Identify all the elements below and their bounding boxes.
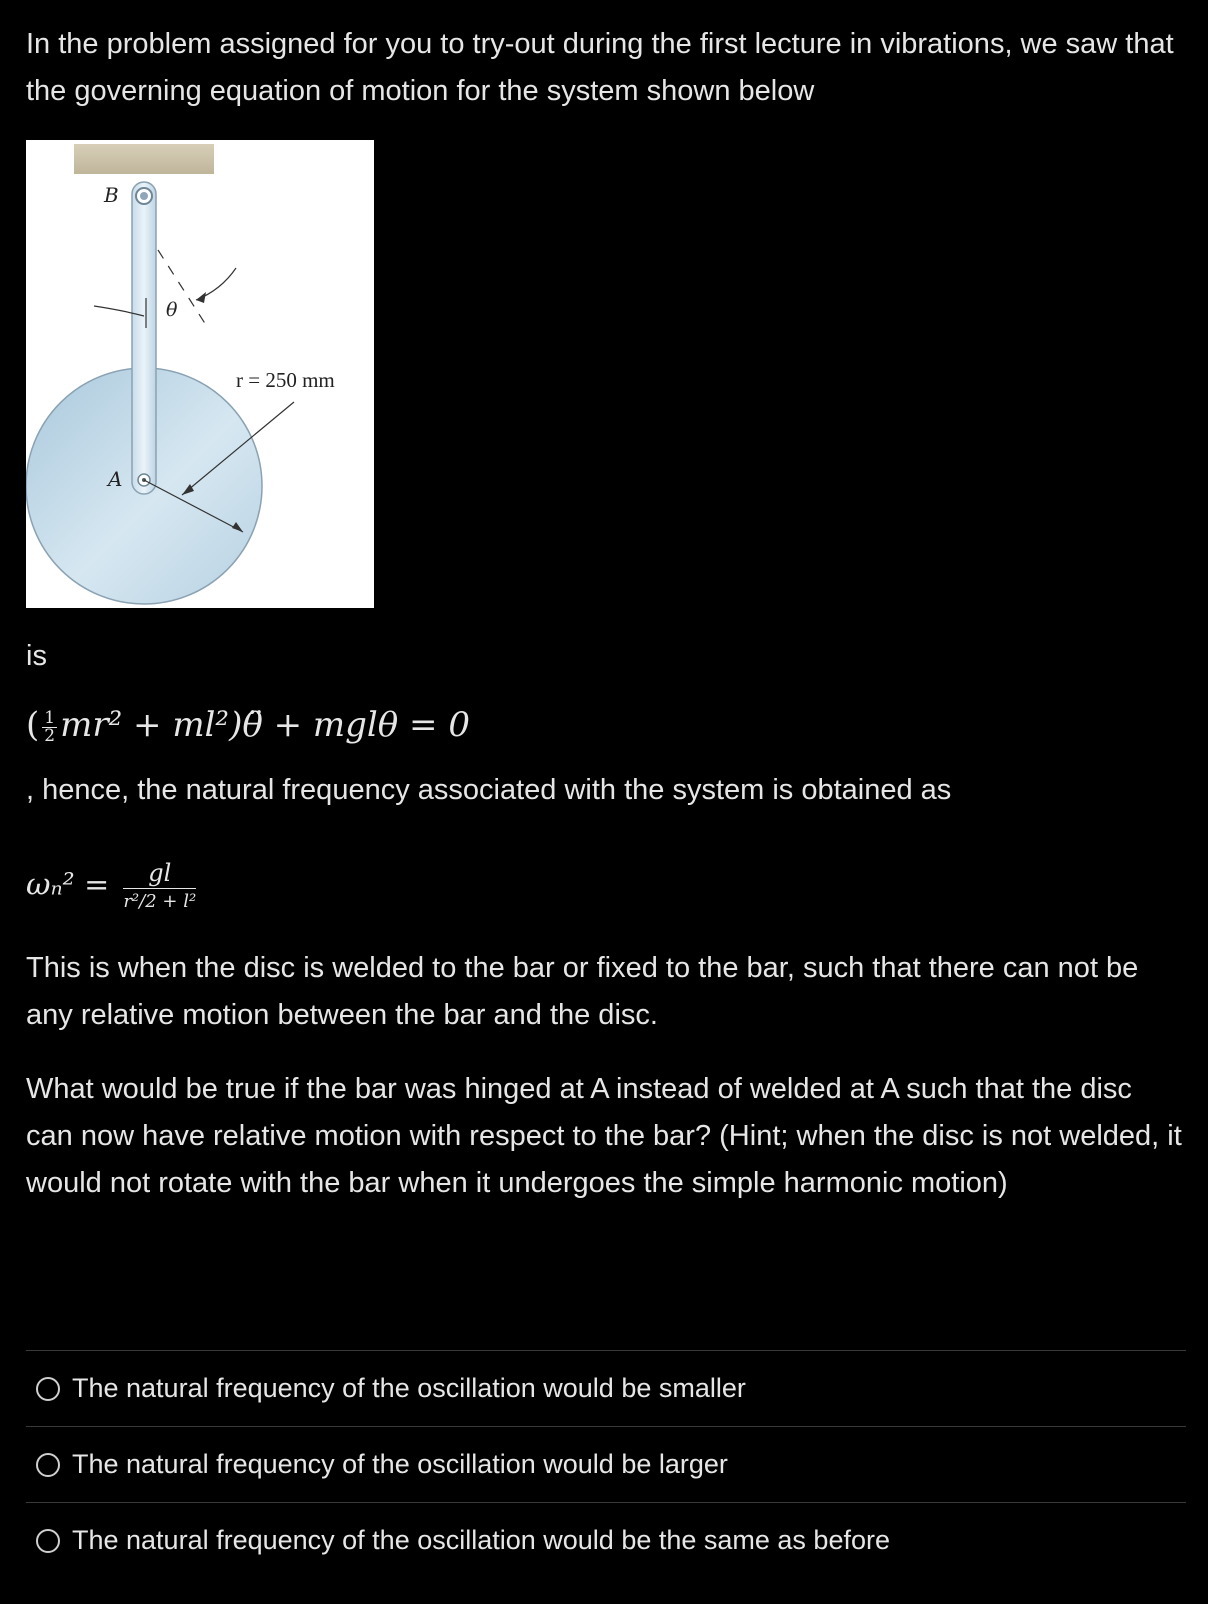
answer-options (26, 1350, 1186, 1578)
welded-paragraph: This is when the disc is welded to the bar or fixed to the bar, such that there can not be any relative motion between the bar and the disc. (26, 952, 1139, 1031)
radio-button[interactable] (36, 1529, 60, 1553)
bar (132, 182, 156, 494)
pendulum-figure (26, 140, 374, 608)
question-paragraph: What would be true if the bar was hinged at A instead of welded at A such that the disc can now have relative motion with respect to the bar? (Hint; when the disc is not welded, it would not rotate with the bar when it undergoes the simple harmonic motion) (26, 1073, 1182, 1199)
equation-of-motion: ( $\frac{1}{2}$ mr² + ml²)θ̈ + mglθ = 0 (26, 705, 470, 746)
radio-button[interactable] (36, 1377, 60, 1401)
ceiling-support (74, 144, 214, 174)
option-larger[interactable] (26, 1426, 1186, 1502)
label-radius: r = 250 mm (236, 368, 335, 392)
natural-frequency-equation: ωₙ² = $\frac{gl}{\text{r²/2 + l²}}$ (26, 859, 197, 912)
option-label: The natural frequency of the oscillation would be the same as before (72, 1525, 890, 1555)
intro-paragraph: In the problem assigned for you to try-out during the first lecture in vibrations, we saw that the governing equation of motion for the system shown below (26, 28, 1174, 107)
option-smaller[interactable] (26, 1350, 1186, 1426)
label-theta: θ (166, 299, 178, 321)
radio-button[interactable] (36, 1453, 60, 1477)
is-text: is (26, 640, 47, 672)
option-label: The natural frequency of the oscillation would be larger (72, 1449, 728, 1479)
option-same[interactable] (26, 1502, 1186, 1578)
option-label: The natural frequency of the oscillation would be smaller (72, 1373, 746, 1403)
label-b: B (104, 183, 119, 207)
hence-paragraph: , hence, the natural frequency associated with the system is obtained as (26, 774, 952, 806)
label-a: A (108, 467, 123, 491)
